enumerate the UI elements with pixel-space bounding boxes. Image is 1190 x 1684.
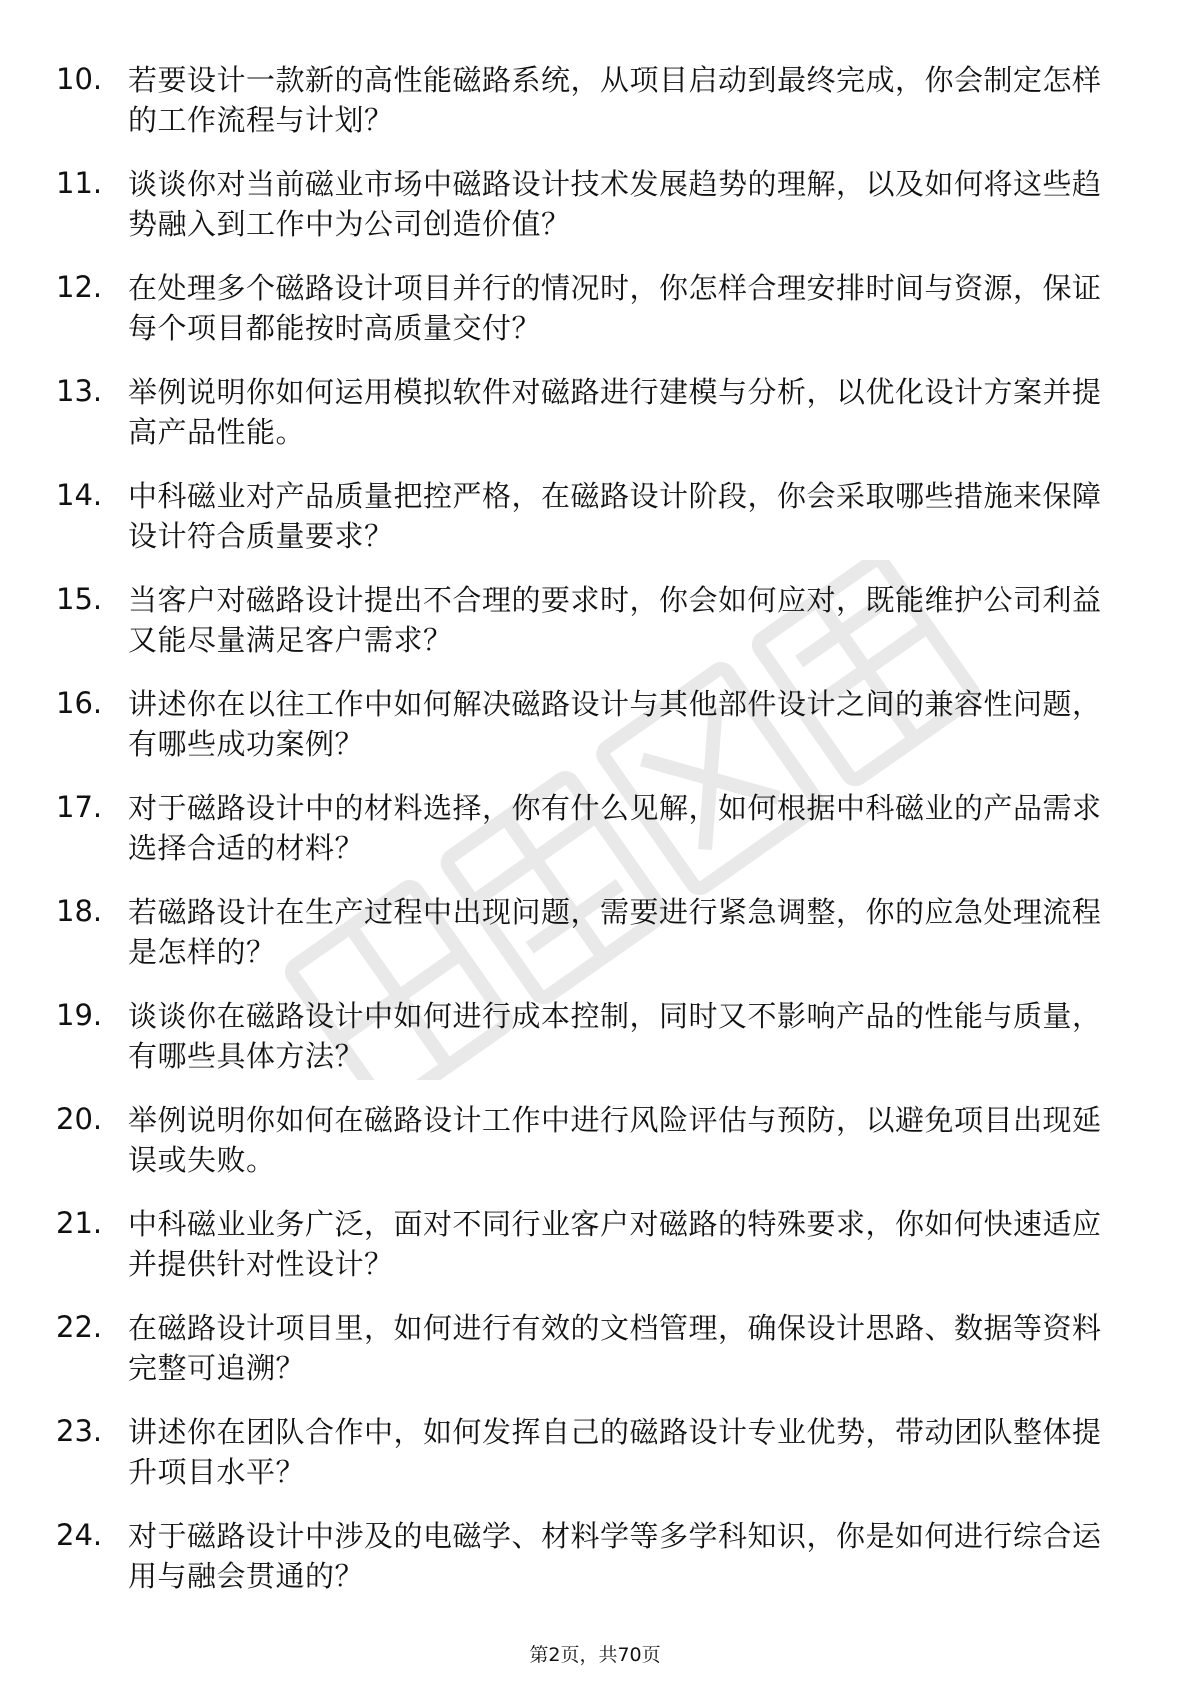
question-item [0, 372, 1190, 476]
question-number: 11. [56, 166, 103, 200]
question-text: 若磁路设计在生产过程中出现问题，需要进行紧急调整，你的应急处理流程是怎样的？ [128, 895, 1102, 969]
question-item [0, 892, 1190, 996]
question-number: 10. [56, 62, 103, 96]
question-item [0, 1516, 1190, 1620]
question-text: 对于磁路设计中涉及的电磁学、材料学等多学科知识，你是如何进行综合运用与融会贯通的？ [128, 1519, 1102, 1593]
question-text: 讲述你在以往工作中如何解决磁路设计与其他部件设计之间的兼容性问题，有哪些成功案例？ [128, 687, 1102, 761]
question-list [0, 60, 1190, 1620]
question-text: 中科磁业对产品质量把控严格，在磁路设计阶段，你会采取哪些措施来保障设计符合质量要求？ [128, 479, 1102, 553]
question-text: 举例说明你如何在磁路设计工作中进行风险评估与预防，以避免项目出现延误或失败。 [128, 1103, 1102, 1177]
question-item [0, 1204, 1190, 1308]
question-number: 19. [56, 998, 103, 1032]
question-item [0, 476, 1190, 580]
question-item [0, 1100, 1190, 1204]
question-item [0, 164, 1190, 268]
question-text: 当客户对磁路设计提出不合理的要求时，你会如何应对，既能维护公司利益又能尽量满足客户需求？ [128, 583, 1102, 657]
question-item [0, 684, 1190, 788]
question-item [0, 60, 1190, 164]
question-item [0, 996, 1190, 1100]
question-number: 23. [56, 1414, 103, 1448]
question-number: 20. [56, 1102, 103, 1136]
question-text: 讲述你在团队合作中，如何发挥自己的磁路设计专业优势，带动团队整体提升项目水平？ [128, 1415, 1102, 1489]
question-number: 24. [56, 1518, 103, 1552]
question-item [0, 1412, 1190, 1516]
question-item [0, 268, 1190, 372]
question-item [0, 788, 1190, 892]
question-text: 若要设计一款新的高性能磁路系统，从项目启动到最终完成，你会制定怎样的工作流程与计划？ [128, 63, 1102, 137]
question-text: 在磁路设计项目里，如何进行有效的文档管理，确保设计思路、数据等资料完整可追溯？ [128, 1311, 1102, 1385]
question-text: 谈谈你对当前磁业市场中磁路设计技术发展趋势的理解，以及如何将这些趋势融入到工作中为公司创造价值？ [128, 167, 1102, 241]
question-text: 对于磁路设计中的材料选择，你有什么见解，如何根据中科磁业的产品需求选择合适的材料？ [128, 791, 1102, 865]
question-number: 22. [56, 1310, 103, 1344]
page-footer: 第2页，共70页 [529, 1644, 661, 1666]
question-text: 在处理多个磁路设计项目并行的情况时，你怎样合理安排时间与资源，保证每个项目都能按时高质量交付？ [128, 271, 1102, 345]
question-number: 14. [56, 478, 103, 512]
question-item [0, 1308, 1190, 1412]
question-number: 21. [56, 1206, 103, 1240]
question-number: 16. [56, 686, 103, 720]
question-text: 中科磁业业务广泛，面对不同行业客户对磁路的特殊要求，你如何快速适应并提供针对性设计？ [128, 1207, 1102, 1281]
question-number: 17. [56, 790, 103, 824]
question-text: 谈谈你在磁路设计中如何进行成本控制，同时又不影响产品的性能与质量，有哪些具体方法？ [128, 999, 1102, 1073]
question-number: 15. [56, 582, 103, 616]
question-text: 举例说明你如何运用模拟软件对磁路进行建模与分析，以优化设计方案并提高产品性能。 [128, 375, 1102, 449]
question-number: 13. [56, 374, 103, 408]
question-number: 12. [56, 270, 103, 304]
question-item [0, 580, 1190, 684]
question-number: 18. [56, 894, 103, 928]
